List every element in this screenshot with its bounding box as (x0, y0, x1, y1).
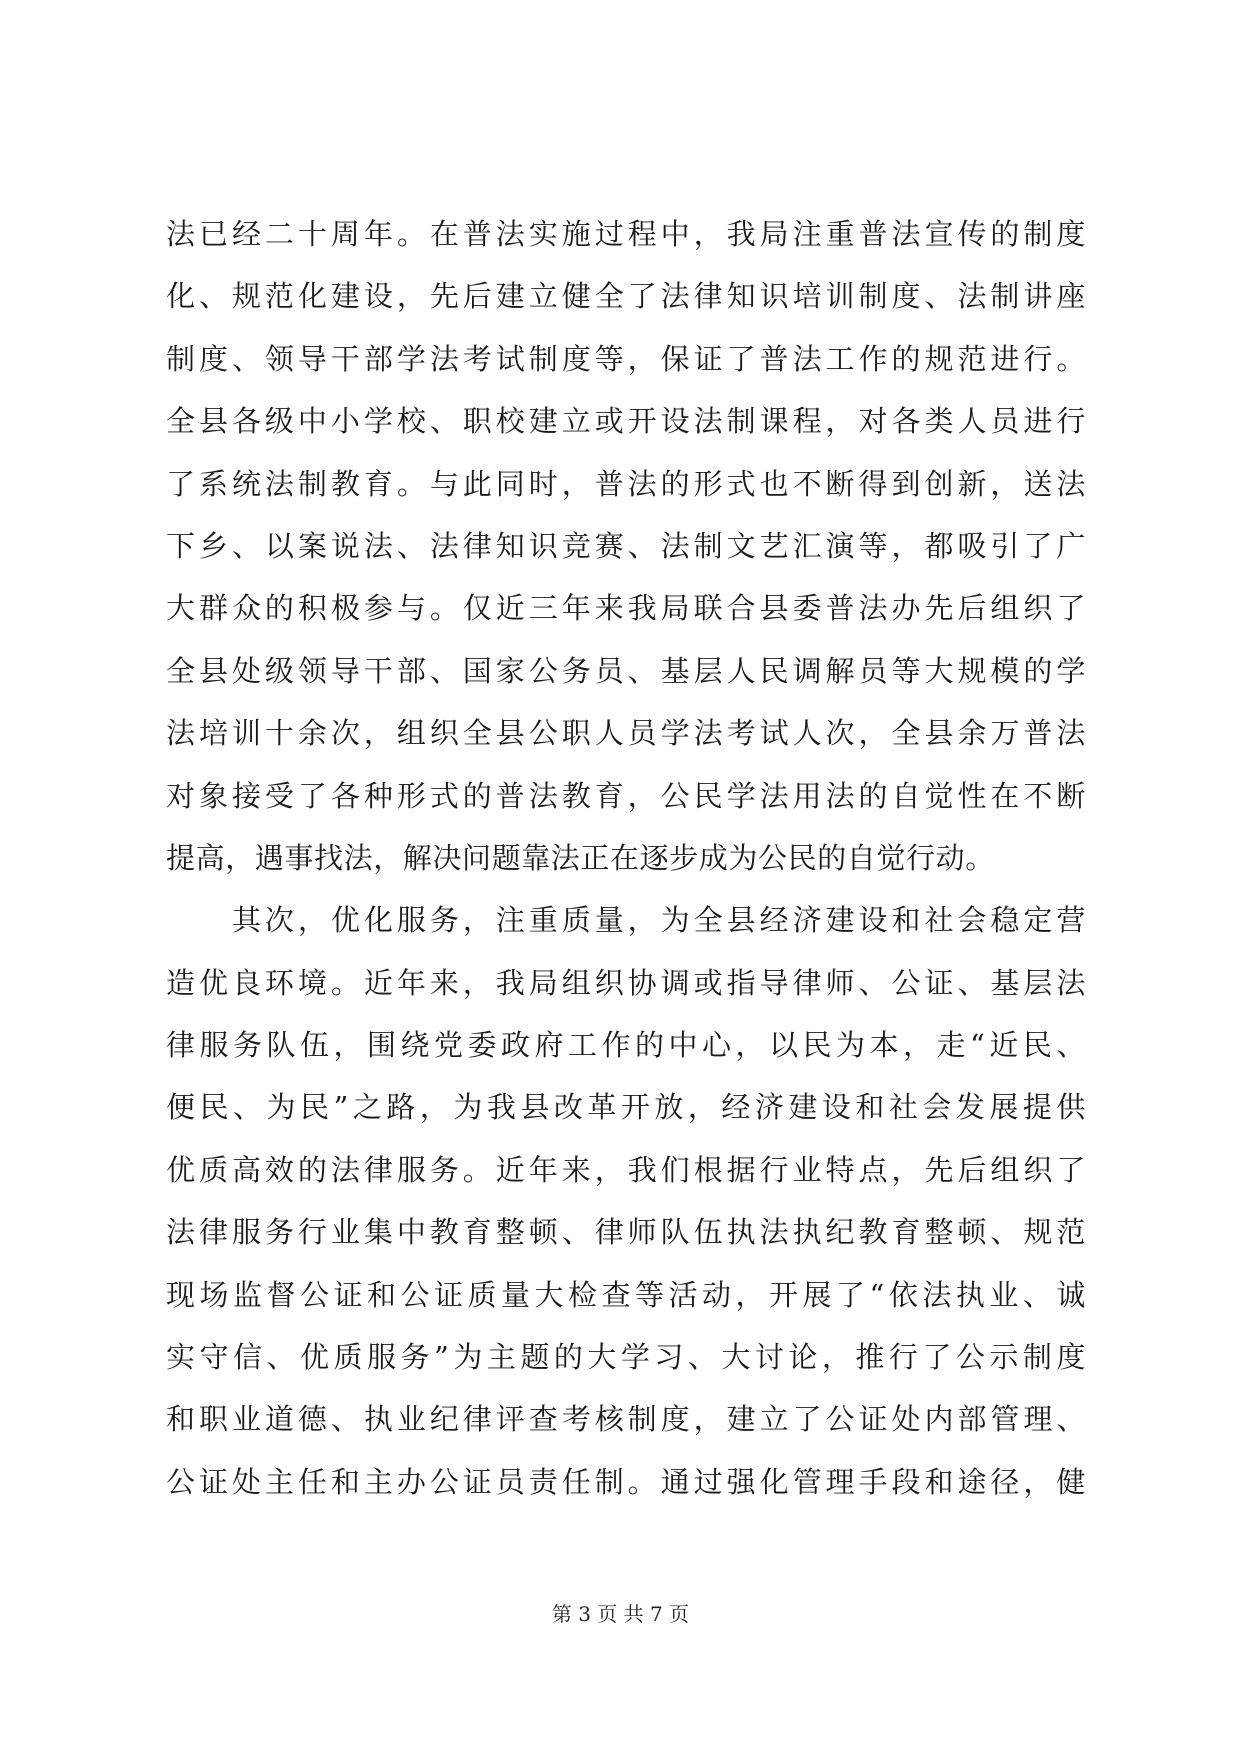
text-line: 制度、领导干部学法考试制度等，保证了普法工作的规范进行。 (166, 341, 1086, 376)
text-line: 化、规范化建设，先后建立健全了法律知识培训制度、法制讲座 (166, 279, 1086, 314)
text-line: 下乡、以案说法、法律知识竞赛、法制文艺汇演等，都吸引了广 (166, 528, 1086, 563)
text-line: 大群众的积极参与。仅近三年来我局联合县委普法办先后组织了 (166, 591, 1086, 626)
paragraph-start-line: 其次，优化服务，注重质量，为全县经济建设和社会稳定营 (166, 903, 1086, 938)
text-line: 法已经二十周年。在普法实施过程中，我局注重普法宣传的制度 (166, 217, 1086, 251)
text-line: 便民、为民”之路，为我县改革开放，经济建设和社会发展提供 (166, 1090, 1086, 1125)
text-line: 和职业道德、执业纪律评查考核制度，建立了公证处内部管理、 (166, 1402, 1086, 1437)
text-line: 了系统法制教育。与此同时，普法的形式也不断得到创新，送法 (166, 466, 1086, 501)
paragraph-end-line: 提高，遇事找法，解决问题靠法正在逐步成为公民的自觉行动。 (166, 840, 995, 875)
text-line: 公证处主任和主办公证员责任制。通过强化管理手段和途径，健 (166, 1464, 1086, 1499)
text-line: 法培训十余次，组织全县公职人员学法考试人次，全县余万普法 (166, 716, 1086, 751)
text-line: 对象接受了各种形式的普法教育，公民学法用法的自觉性在不断 (166, 778, 1086, 813)
text-line: 法律服务行业集中教育整顿、律师队伍执法执纪教育整顿、规范 (166, 1215, 1086, 1250)
document-body (166, 203, 1086, 1513)
text-line: 全县各级中小学校、职校建立或开设法制课程，对各类人员进行 (166, 404, 1086, 439)
text-line: 实守信、优质服务”为主题的大学习、大讨论，推行了公示制度 (166, 1340, 1086, 1375)
text-line: 律服务队伍，围绕党委政府工作的中心，以民为本，走“近民、 (166, 1028, 1086, 1063)
text-line: 全县处级领导干部、国家公务员、基层人民调解员等大规模的学 (166, 653, 1086, 688)
page-number-footer: 第 3 页 共 7 页 (551, 1602, 690, 1626)
text-line: 造优良环境。近年来，我局组织协调或指导律师、公证、基层法 (166, 965, 1086, 1000)
text-line: 优质高效的法律服务。近年来，我们根据行业特点，先后组织了 (166, 1152, 1086, 1187)
text-line: 现场监督公证和公证质量大检查等活动，开展了“依法执业、诚 (166, 1277, 1086, 1312)
